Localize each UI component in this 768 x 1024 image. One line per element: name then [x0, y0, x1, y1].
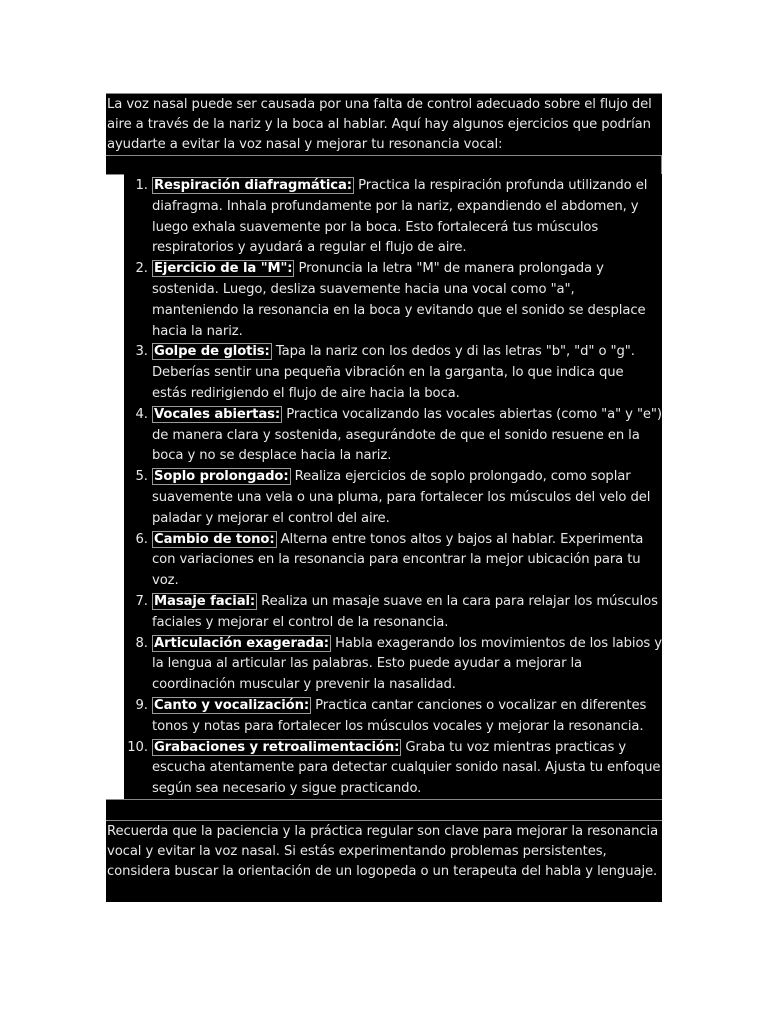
closing-paragraph: Recuerda que la paciencia y la práctica regular son clave para mejorar la resonancia vocal y evitar la voz nasal. Si estás experimentando problemas persistentes, considera buscar la orientación de un logopeda o un terapeuta del habla y lenguaje. [106, 821, 662, 902]
exercise-item [152, 634, 662, 696]
exercise-item [152, 592, 662, 634]
exercise-term: Respiración diafragmática: [154, 178, 352, 193]
exercise-item [152, 530, 662, 592]
exercise-item [152, 342, 662, 404]
exercise-text: Practica la respiración profunda utilizando el diafragma. Inhala profundamente por la nariz, expandiendo el abdomen, y luego exhala suavemente por la boca. Esto fortalecerá tus músculos respiratorios y ayudará a regular el flujo de aire. [152, 178, 648, 256]
exercise-term: Ejercicio de la "M": [154, 261, 293, 277]
exercise-text: Practica vocalizando las vocales abiertas (como "a" y "e") de manera clara y sostenida, asegurándote de que el sonido resuene en la boca y no se desplace hacia la nariz. [152, 406, 662, 464]
exercise-term: Golpe de glotis: [154, 344, 270, 360]
exercise-term: Articulación exagerada: [154, 635, 329, 651]
exercise-text: Tapa la nariz con los dedos y di las letras "b", "d" o "g". Deberías sentir una pequeña vibración en la garganta, lo que indica que estás redirigiendo el flujo de aire hacia la boca. [152, 344, 635, 401]
exercise-item [152, 696, 662, 738]
exercise-text: Practica cantar canciones o vocalizar en diferentes tonos y notas para fortalecer los músculos vocales y mejorar la resonancia. [152, 697, 647, 734]
exercise-text: Habla exagerando los movimientos de los labios y la lengua al articular las palabras. Esto puede ayudar a mejorar la coordinación muscular y prevenir la nasalidad. [152, 635, 662, 693]
exercise-text: Realiza un masaje suave en la cara para relajar los músculos faciales y mejorar el control de la resonancia. [152, 593, 658, 630]
exercise-text: Pronuncia la letra "M" de manera prolongada y sostenida. Luego, desliza suavemente hacia una vocal como "a", manteniendo la resonancia en la boca y evitando que el sonido se desplace hacia la nariz. [152, 261, 646, 339]
exercise-text: Alterna entre tonos altos y bajos al hablar. Experimenta con variaciones en la resonancia para encontrar la mejor ubicación para tu voz. [152, 531, 644, 589]
exercise-item [152, 405, 662, 467]
spacer-bar-top [106, 155, 662, 175]
exercise-text: Graba tu voz mientras practicas y escucha atentamente para detectar cualquier sonido nasal. Ajusta tu enfoque según sea necesario y sigue practicando. [152, 739, 661, 797]
exercise-term: Soplo prolongado: [154, 469, 289, 485]
exercise-term: Masaje facial: [154, 593, 256, 609]
exercise-list [124, 176, 662, 800]
exercise-term: Vocales abiertas: [154, 406, 281, 422]
spacer-bar-bottom [106, 799, 662, 821]
exercise-list-block [124, 174, 662, 800]
exercise-term: Grabaciones y retroalimentación: [154, 739, 400, 755]
exercise-item [152, 467, 662, 529]
exercise-item [152, 738, 662, 800]
exercise-item [152, 176, 662, 259]
exercise-term: Canto y vocalización: [154, 697, 310, 713]
exercise-text: Realiza ejercicios de soplo prolongado, como soplar suavemente una vela o una pluma, para fortalecer los músculos del velo del paladar y mejorar el control del aire. [152, 469, 651, 526]
exercise-item [152, 259, 662, 342]
intro-paragraph: La voz nasal puede ser causada por una falta de control adecuado sobre el flujo del aire a través de la nariz y la boca al hablar. Aquí hay algunos ejercicios que podrían ayudarte a evitar la voz nasal y mejorar tu resonancia vocal: [106, 93, 662, 156]
exercise-term: Cambio de tono: [154, 531, 275, 547]
